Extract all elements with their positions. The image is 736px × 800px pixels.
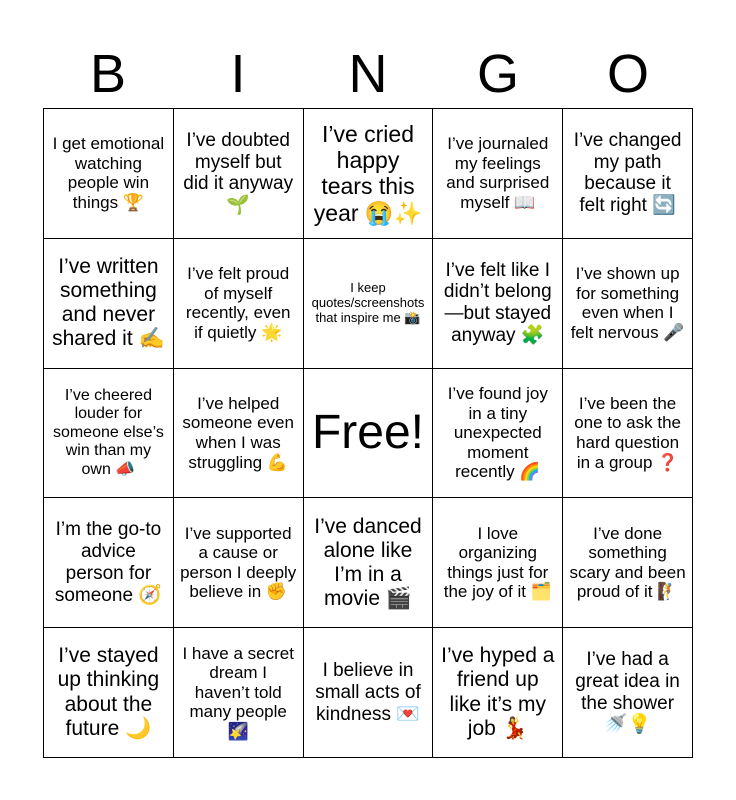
cell-text: I’ve journaled my feelings and surprised myself 📖	[446, 134, 550, 212]
bingo-cell-r2c3[interactable]	[304, 239, 434, 369]
cell-text: I’ve done something scary and been proud of it 🧗	[569, 523, 686, 602]
free-space-text: Free!	[311, 406, 424, 460]
bingo-cell-r4c2[interactable]	[174, 498, 304, 628]
cell-text: I have a secret dream I haven’t told many people 🌠	[182, 643, 294, 741]
bingo-cell-r5c1[interactable]	[44, 628, 174, 758]
cell-text: I’ve felt proud of myself recently, even if quietly 🌟	[185, 264, 291, 342]
cell-text: I get emotional watching people win things 🏆	[52, 134, 165, 212]
cell-text: I’ve changed my path because it felt right 🔄	[573, 129, 682, 217]
cell-text: I’m the go-to advice person for someone 🧭	[54, 519, 162, 606]
bingo-cell-r2c2[interactable]	[174, 239, 304, 369]
cell-text: I keep quotes/screenshots that inspire me 📸	[311, 279, 425, 325]
bingo-cell-r4c1[interactable]	[44, 498, 174, 628]
bingo-cell-r5c4[interactable]	[433, 628, 563, 758]
bingo-cell-r2c5[interactable]	[563, 239, 693, 369]
bingo-cell-r3c1[interactable]	[44, 369, 174, 499]
header-letter-o: O	[606, 44, 649, 104]
header-letter-i: I	[230, 44, 246, 104]
cell-text: I’ve been the one to ask the hard question in a group ❓	[574, 393, 681, 472]
header-letter-b: B	[89, 44, 127, 104]
cell-text: I’ve doubted myself but did it anyway 🌱	[183, 129, 294, 217]
bingo-cell-r3c4[interactable]	[433, 369, 563, 499]
bingo-cell-r1c2[interactable]	[174, 109, 304, 239]
cell-text: I’ve had a great idea in the shower 🚿💡	[575, 648, 680, 736]
bingo-cell-r3c5[interactable]	[563, 369, 693, 499]
cell-text: I’ve cried happy tears this year 😭✨	[313, 120, 423, 226]
cell-text: I believe in small acts of kindness 💌	[315, 659, 421, 725]
bingo-cell-r1c1[interactable]	[44, 109, 174, 239]
bingo-grid	[43, 108, 693, 758]
bingo-cell-r5c2[interactable]	[174, 628, 304, 758]
cell-text: I’ve supported a cause or person I deeply believe in ✊	[180, 523, 297, 602]
cell-text: I’ve found joy in a tiny unexpected moment recently 🌈	[447, 384, 548, 482]
cell-text: I love organizing things just for the joy of it 🗂️	[443, 523, 552, 602]
cell-text: I’ve shown up for something even when I felt nervous 🎤	[570, 264, 685, 342]
header-letter-g: G	[476, 44, 519, 104]
cell-text: I’ve helped someone even when I was struggling 💪	[182, 393, 294, 472]
bingo-cell-r1c5[interactable]	[563, 109, 693, 239]
cell-text: I’ve written something and never shared it ✍️	[52, 254, 165, 351]
bingo-cell-r2c1[interactable]	[44, 239, 174, 369]
bingo-cell-r4c5[interactable]	[563, 498, 693, 628]
cell-text: I’ve danced alone like I’m in a movie 🎬	[314, 514, 422, 610]
cell-text: I’ve hyped a friend up like it’s my job 💃	[441, 644, 555, 740]
header-letter-n: N	[348, 44, 388, 104]
cell-text: I’ve felt like I didn’t belong—but stayed anyway 🧩	[443, 259, 552, 347]
bingo-cell-r5c3[interactable]	[304, 628, 434, 758]
bingo-cell-r3c2[interactable]	[174, 369, 304, 499]
bingo-cell-r1c3[interactable]	[304, 109, 434, 239]
bingo-cell-r4c4[interactable]	[433, 498, 563, 628]
cell-text: I’ve stayed up thinking about the future 🌙	[57, 644, 160, 740]
cell-text: I’ve cheered louder for someone else’s win than my own 📣	[52, 387, 164, 478]
bingo-cell-r5c5[interactable]	[563, 628, 693, 758]
bingo-cell-free[interactable]	[304, 369, 434, 499]
bingo-header	[43, 40, 693, 108]
bingo-cell-r4c3[interactable]	[304, 498, 434, 628]
bingo-cell-r1c4[interactable]	[433, 109, 563, 239]
bingo-cell-r2c4[interactable]	[433, 239, 563, 369]
